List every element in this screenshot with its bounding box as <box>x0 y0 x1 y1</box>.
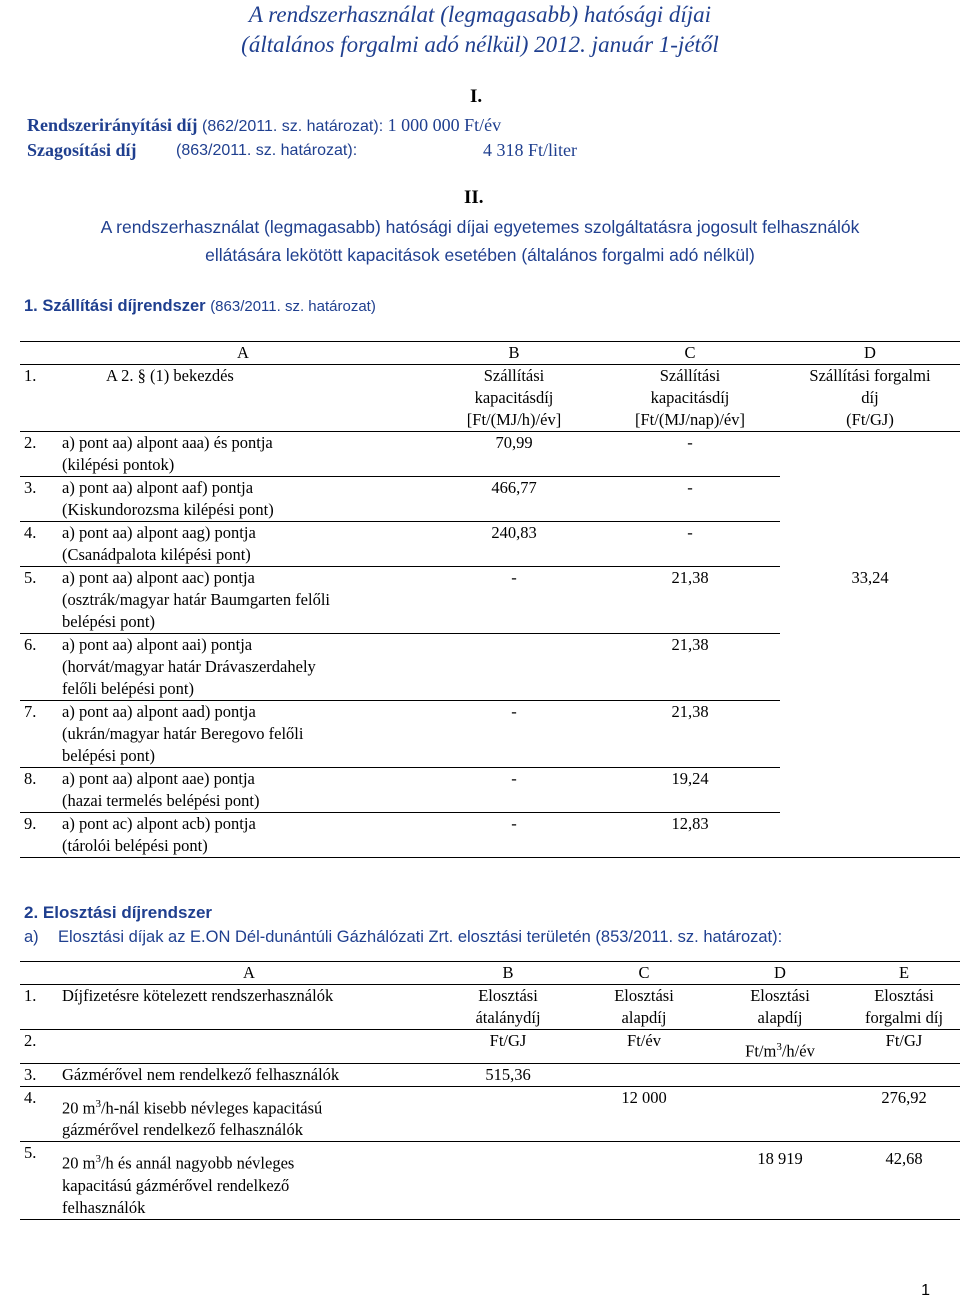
col-letter-b: B <box>428 342 600 365</box>
section-2-text-line-2: ellátására lekötött kapacitások esetében (általános forgalmi adó nélkül) <box>205 245 755 265</box>
header-e-line: Elosztási <box>874 986 934 1005</box>
sub-text: Elosztási díjak az E.ON Dél-dunántúli Gázhálózati Zrt. elosztási területén (853/2011. sz. határozat): <box>58 928 783 946</box>
header-b-line: [Ft/(MJ/h)/év] <box>466 410 562 429</box>
desc-text: 20 m <box>62 1153 96 1173</box>
table-header-row <box>20 365 960 432</box>
header-d <box>712 985 848 1030</box>
fee-ref: (862/2011. sz. határozat): <box>202 118 384 135</box>
row-number: 7. <box>20 701 58 768</box>
row-number: 4. <box>20 1086 58 1142</box>
header-c <box>576 985 712 1030</box>
desc-line: a) pont aa) alpont aag) pontja <box>62 523 256 542</box>
table-row <box>20 701 960 768</box>
table-row <box>20 813 960 858</box>
row-description <box>58 701 428 768</box>
row-number: 1. <box>20 985 58 1030</box>
header-d-line: (Ft/GJ) <box>846 410 894 429</box>
desc-line: (tárolói belépési pont) <box>62 836 208 855</box>
header-b <box>440 985 576 1030</box>
fee-row-szagositasi-value: 4 318 Ft/liter <box>483 140 577 160</box>
value-c: 12 000 <box>576 1086 712 1142</box>
header-e <box>848 985 960 1030</box>
value-b: - <box>428 701 600 768</box>
column-letter-row <box>20 342 960 365</box>
desc-line: a) pont aa) alpont aaf) pontja <box>62 478 254 497</box>
elosztasi-dij-table <box>20 961 960 1220</box>
row-description <box>58 1086 440 1142</box>
desc-line: a) pont ac) alpont acb) pontja <box>62 814 256 833</box>
header-b-line: kapacitásdíj <box>474 388 554 407</box>
sub-label: a) <box>24 928 39 946</box>
col-letter-c: C <box>576 962 712 985</box>
header-c <box>600 365 780 432</box>
szallitasi-dij-table <box>20 341 960 858</box>
desc-text: 20 m <box>62 1098 96 1117</box>
col-letter-a: A <box>58 962 440 985</box>
subsection-label: Szállítási díjrendszer <box>42 297 206 315</box>
desc-line: felhasználók <box>62 1197 146 1217</box>
value-d: 18 919 <box>712 1142 848 1220</box>
row-number: 5. <box>20 1142 58 1220</box>
header-d <box>780 365 960 432</box>
header-b <box>428 365 600 432</box>
header-c-line: [Ft/(MJ/nap)/év] <box>635 410 745 429</box>
row-description <box>58 1142 440 1220</box>
desc-line: belépési pont) <box>62 612 156 631</box>
table-row <box>20 768 960 813</box>
row-number: 1. <box>20 365 58 432</box>
value-e: 276,92 <box>848 1086 960 1142</box>
unit-d <box>712 1030 848 1064</box>
header-d-line: Elosztási <box>750 986 810 1005</box>
row-number: 5. <box>20 567 58 634</box>
desc-line: kapacitású gázmérővel rendelkező <box>62 1175 290 1195</box>
desc-line: gázmérővel rendelkező felhasználók <box>62 1120 303 1139</box>
desc-line: (Csanádpalota kilépési pont) <box>62 545 251 564</box>
header-c-line: Elosztási <box>614 986 674 1005</box>
row-description <box>58 522 428 567</box>
value-b: - <box>428 567 600 634</box>
row-number: 4. <box>20 522 58 567</box>
header-a: A 2. § (1) bekezdés <box>58 365 428 432</box>
desc-line: (hazai termelés belépési pont) <box>62 791 260 810</box>
col-letter-a: A <box>58 342 428 365</box>
value-b: 515,36 <box>440 1063 576 1086</box>
row-description <box>58 432 428 477</box>
header-c-line: Szállítási <box>659 366 721 385</box>
section-1-heading: I. <box>470 86 483 107</box>
header-b-line: átalánydíj <box>475 1008 541 1027</box>
col-letter-b: B <box>440 962 576 985</box>
header-d-line: díj <box>861 388 879 407</box>
fee-value: 1 000 000 Ft/év <box>387 115 502 135</box>
subsection-ref: (863/2011. sz. határozat) <box>210 298 376 315</box>
section-elosztasi-subtitle <box>24 928 782 947</box>
table-row <box>20 634 960 701</box>
desc-line: (kilépési pontok) <box>62 455 175 474</box>
desc-line <box>62 1148 436 1175</box>
header-c-line: alapdíj <box>621 1008 667 1027</box>
table-row <box>20 432 960 477</box>
row-description: Gázmérővel nem rendelkező felhasználók <box>58 1063 440 1086</box>
desc-line: felőli belépési pont) <box>62 679 194 698</box>
desc-sup: 3 <box>95 1153 101 1165</box>
title-line-2: (általános forgalmi adó nélkül) 2012. január 1-jétől <box>241 32 719 57</box>
value-b: - <box>428 813 600 858</box>
unit-d-text: Ft/m <box>745 1041 777 1061</box>
row-description <box>58 768 428 813</box>
desc-line <box>62 1093 436 1120</box>
row-description <box>58 813 428 858</box>
unit-b: Ft/GJ <box>440 1030 576 1064</box>
value-b <box>428 634 600 701</box>
desc-line: a) pont aa) alpont aai) pontja <box>62 635 253 654</box>
unit-e: Ft/GJ <box>848 1030 960 1064</box>
value-c: - <box>600 522 780 567</box>
desc-line: a) pont aa) alpont aac) pontja <box>62 568 255 587</box>
desc-line: (osztrák/magyar határ Baumgarten felőli <box>62 590 331 609</box>
row-number: 3. <box>20 477 58 522</box>
section-elosztasi-heading: 2. Elosztási díjrendszer <box>24 903 213 922</box>
value-c: - <box>600 432 780 477</box>
table-row <box>20 1063 960 1086</box>
subsection-szallitasi <box>24 297 376 316</box>
value-b: 70,99 <box>428 432 600 477</box>
desc-line: a) pont aa) alpont aaa) és pontja <box>62 433 273 452</box>
desc-sup: 3 <box>95 1097 101 1110</box>
desc-line: a) pont aa) alpont aad) pontja <box>62 702 256 721</box>
unit-c: Ft/év <box>576 1030 712 1064</box>
fee-row-rendszeriranyitasi <box>27 115 501 136</box>
row-number: 9. <box>20 813 58 858</box>
value-c: 21,38 <box>600 567 780 634</box>
col-letter-c: C <box>600 342 780 365</box>
desc-text: /h és annál nagyobb névleges <box>100 1153 295 1173</box>
value-c: 21,38 <box>600 701 780 768</box>
row-description <box>58 634 428 701</box>
table-row <box>20 522 960 567</box>
header-d-line: alapdíj <box>757 1008 803 1027</box>
unit-d-sup: 3 <box>776 1041 782 1053</box>
value-b: - <box>428 768 600 813</box>
col-letter-d: D <box>712 962 848 985</box>
subsection-number: 1. <box>24 297 38 315</box>
table-row <box>20 1030 960 1064</box>
header-d-line: Szállítási forgalmi <box>809 366 931 385</box>
row-description <box>58 567 428 634</box>
header-b-line: Elosztási <box>478 986 538 1005</box>
value-c: 12,83 <box>600 813 780 858</box>
row-number: 2. <box>20 1030 58 1064</box>
table-row <box>20 477 960 522</box>
unit-d-text: /h/év <box>781 1041 815 1061</box>
row-number: 2. <box>20 432 58 477</box>
desc-line: belépési pont) <box>62 746 156 765</box>
value-b: 466,77 <box>428 477 600 522</box>
desc-line: a) pont aa) alpont aae) pontja <box>62 769 255 788</box>
row-number: 3. <box>20 1063 58 1086</box>
desc-text: /h-nál kisebb névleges kapacitású <box>100 1098 323 1117</box>
col-letter-d: D <box>780 342 960 365</box>
fee-label: Rendszerirányítási díj <box>27 115 198 135</box>
value-d: 33,24 <box>851 567 889 587</box>
title-line-1: A rendszerhasználat (legmagasabb) hatósági díjai <box>248 2 712 27</box>
col-letter-e: E <box>848 962 960 985</box>
value-c: 21,38 <box>600 634 780 701</box>
table-row <box>20 1142 960 1220</box>
desc-line: (ukrán/magyar határ Beregovo felőli <box>62 724 304 743</box>
section-2-heading: II. <box>464 187 484 208</box>
table-row <box>20 985 960 1030</box>
page-number: 1 <box>921 1282 930 1299</box>
section-2-text-line-1: A rendszerhasználat (legmagasabb) hatósági díjai egyetemes szolgáltatásra jogosult felhasználók <box>100 217 860 237</box>
desc-line: (horvát/magyar határ Drávaszerdahely <box>62 657 316 676</box>
column-letter-row <box>20 962 960 985</box>
header-e-line: forgalmi díj <box>864 1008 944 1027</box>
value-e: 42,68 <box>848 1142 960 1220</box>
value-c: - <box>600 477 780 522</box>
desc-line: (Kiskundorozsma kilépési pont) <box>62 500 274 519</box>
row-number: 8. <box>20 768 58 813</box>
header-b-line: Szállítási <box>483 366 545 385</box>
fee-row-szagositasi-ref: (863/2011. sz. határozat): <box>176 142 358 159</box>
header-c-line: kapacitásdíj <box>650 388 730 407</box>
table-row <box>20 1086 960 1142</box>
row-number: 6. <box>20 634 58 701</box>
table-row <box>20 567 960 634</box>
header-a: Díjfizetésre kötelezett rendszerhasználók <box>58 985 440 1030</box>
section-2-text <box>0 213 960 269</box>
value-c: 19,24 <box>600 768 780 813</box>
fee-row-szagositasi-label: Szagosítási díj <box>27 140 137 160</box>
value-b: 240,83 <box>428 522 600 567</box>
row-description <box>58 477 428 522</box>
page-title <box>0 0 960 60</box>
